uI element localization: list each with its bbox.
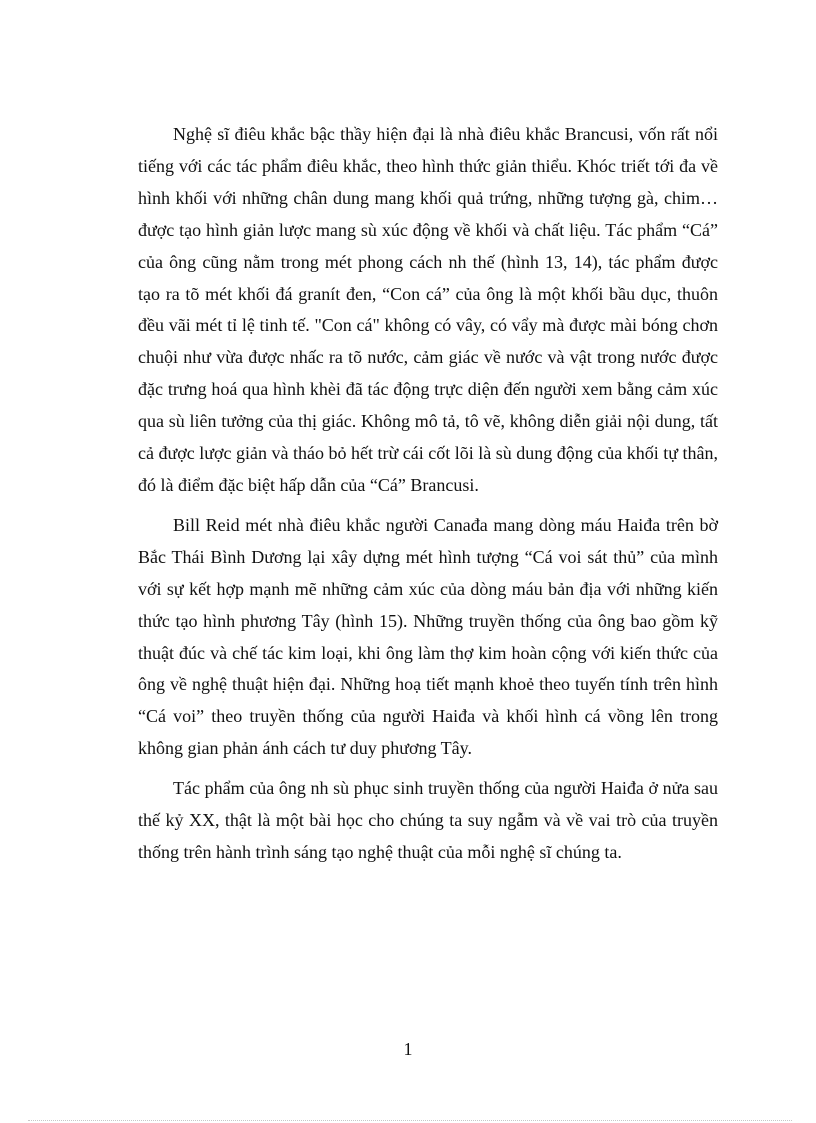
page-number: 1 (403, 1039, 413, 1059)
paragraph-bill-reid: Bill Reid mét nhà điêu khắc người Canađa mang dòng máu Haiđa trên bờ Bắc Thái Bình Dương lại xây dựng mét hình tượng “Cá voi sát thủ” của mình với sự kết hợp mạnh mẽ những cảm xúc của dòng máu bản địa với những kiến thức tạo hình phương Tây (hình 15). Những truyền thống của ông bao gồm kỹ thuật đúc và chế tác kim loại, khi ông làm thợ kim hoàn cộng với kiến thức của ông về nghệ thuật hiện đại. Những hoạ tiết mạnh khoẻ theo tuyến tính trên hình “Cá voi” theo truyền thống của người Haiđa và khối hình cá vồng lên trong không gian phản ánh cách tư duy phương Tây. (138, 514, 718, 759)
paragraph-brancusi: Nghệ sĩ điêu khắc bậc thầy hiện đại là nhà điêu khắc Brancusi, vốn rất nổi tiếng với các tác phẩm điêu khắc, theo hình thức giản thiểu. Khóc triết tới đa về hình khối với những chân dung mang khối quả trứng, những tượng gà, chim…được tạo hình giản lược mang sù xúc động về khối và chất liệu. Tác phẩm “Cá” của ông cũng nằm trong mét phong cách nh thế (hình 13, 14), tác phẩm được tạo ra tõ mét khối đá granít đen, “Con cá” của ông là một khối bầu dục, thuôn đều vãi mét tỉ lệ tinh tế. "Con cá" không có vây, có vẩy mà được mài bóng chơn chuội như vừa được nhấc ra tõ nước, cảm giác về nước và vật trong nước được đặc trưng hoá qua hình khèi đã tác động trực diện đến người xem bằng cảm xúc qua sù liên tưởng của thị giác. Không mô tả, tô vẽ, không diễn giải nội dung, tất cả được lược giản và tháo bỏ hết trừ cái cốt lõi là sù dung động của khối tự thân, đó là điểm đặc biệt hấp dẫn của “Cá” Brancusi. (138, 124, 718, 495)
body-text (138, 119, 718, 869)
page-bottom-divider (28, 1120, 792, 1121)
paragraph-conclusion: Tác phẩm của ông nh sù phục sinh truyền thống của người Haiđa ở nửa sau thế kỷ XX, thật là một bài học cho chúng ta suy ngẫm và về vai trò của truyền thống trên hành trình sáng tạo nghệ thuật của mỗi nghệ sĩ chúng ta. (138, 778, 718, 862)
